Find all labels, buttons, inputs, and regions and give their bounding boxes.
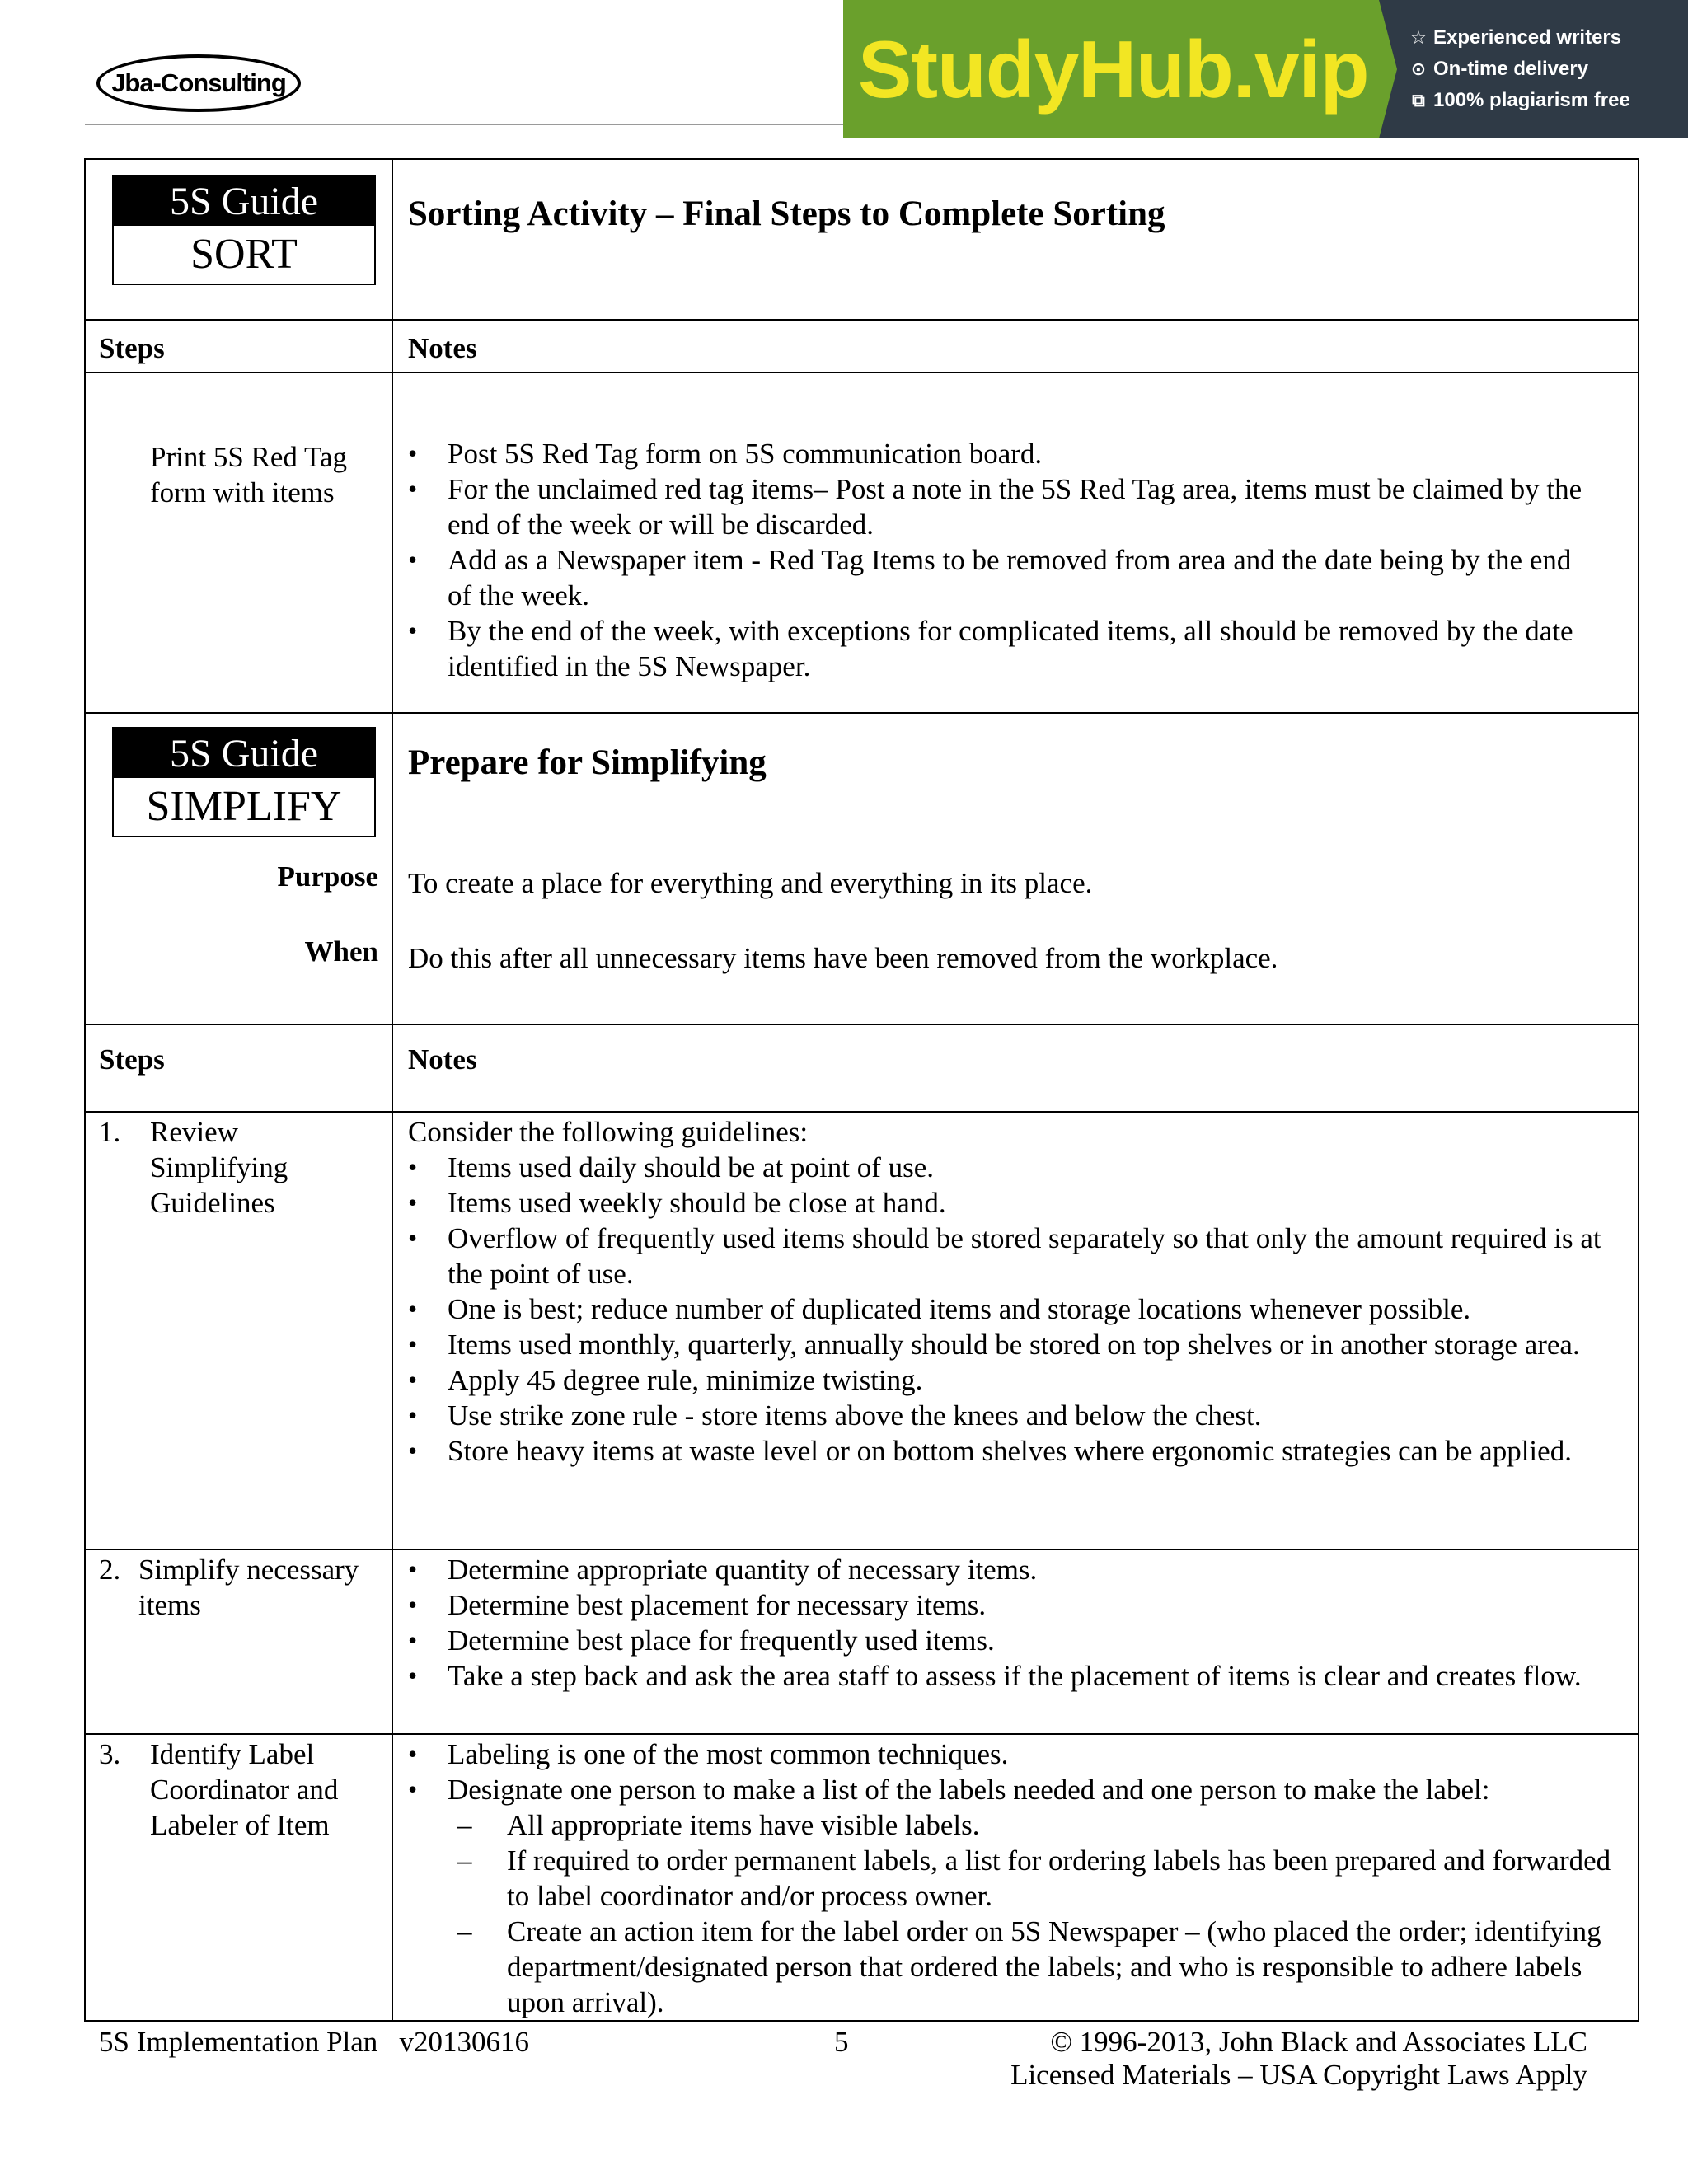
logo-text: Jba-Consulting bbox=[111, 68, 286, 97]
steps-header: Steps bbox=[99, 332, 165, 364]
purpose-label: Purpose bbox=[277, 860, 378, 893]
sort-step-row bbox=[85, 373, 1639, 713]
list-item: • Store heavy items at waste level or on bottom shelves where ergonomic strategies can be applied. bbox=[408, 1433, 1625, 1469]
step-number: 2. bbox=[99, 1554, 121, 1586]
simplify-guide-box bbox=[112, 727, 376, 837]
list-item: – All appropriate items have visible labels. bbox=[408, 1807, 1625, 1843]
list-item: • One is best; reduce number of duplicated items and storage locations whenever possible. bbox=[408, 1291, 1625, 1327]
banner-brand: StudyHub.vip bbox=[843, 0, 1379, 138]
guide-label: 5S Guide bbox=[114, 176, 374, 226]
implementation-table bbox=[84, 158, 1639, 2022]
copy-check-icon: ⧉ bbox=[1412, 90, 1425, 110]
notes-intro: Consider the following guidelines: bbox=[408, 1116, 809, 1148]
simplify-step-1-row bbox=[85, 1112, 1639, 1549]
step-number: 3. bbox=[99, 1738, 121, 1770]
list-item: • Designate one person to make a list of the labels needed and one person to make the label: bbox=[408, 1772, 1625, 1807]
list-item: • Use strike zone rule - store items above the knees and below the chest. bbox=[408, 1398, 1625, 1433]
step-title: Identify Label Coordinator and Labeler of Item bbox=[150, 1738, 339, 1841]
sort-guide-cell bbox=[85, 159, 392, 320]
list-item: • Labeling is one of the most common techniques. bbox=[408, 1736, 1625, 1772]
banner-feature-delivery: ⊙ On-time delivery bbox=[1409, 58, 1688, 81]
guidelines-list bbox=[408, 1150, 1625, 1469]
step-label bbox=[86, 1550, 392, 1623]
list-item: – If required to order permanent labels, a list for ordering labels has been prepared and forwarded to label coordinator and/or process owner. bbox=[408, 1843, 1625, 1914]
steps-header: Steps bbox=[99, 1043, 165, 1076]
footer-doc-version: 5S Implementation Plan v20130616 bbox=[99, 2026, 530, 2058]
step-title: Review Simplifying Guidelines bbox=[150, 1116, 288, 1219]
guide-stage: SORT bbox=[114, 226, 374, 284]
list-item: • Apply 45 degree rule, minimize twisting. bbox=[408, 1362, 1625, 1398]
step-label bbox=[86, 1735, 392, 1843]
step-notes bbox=[393, 1550, 1638, 1694]
banner-feature-plagiarism: ⧉ 100% plagiarism free bbox=[1409, 89, 1688, 112]
list-item: • For the unclaimed red tag items– Post a note in the 5S Red Tag area, items must be claimed by the end of the week or will be discarded. bbox=[408, 471, 1597, 542]
list-item: • Determine appropriate quantity of necessary items. bbox=[408, 1552, 1625, 1587]
list-item: • By the end of the week, with exceptions for complicated items, all should be removed by the date identified in the 5S Newspaper. bbox=[408, 613, 1597, 684]
copyright-line: © 1996-2013, John Black and Associates LLC bbox=[1050, 2026, 1587, 2058]
page-number: 5 bbox=[834, 2026, 849, 2058]
section-title: Prepare for Simplifying bbox=[408, 743, 767, 782]
guide-stage: SIMPLIFY bbox=[114, 778, 374, 836]
notes-header: Notes bbox=[408, 1043, 477, 1076]
sort-guide-box bbox=[112, 175, 376, 285]
simplify-header-row bbox=[85, 713, 1639, 1024]
simplify-step-2-row bbox=[85, 1549, 1639, 1734]
step-notes bbox=[393, 1113, 1638, 1469]
purpose-text: To create a place for everything and everything in its place. bbox=[408, 867, 1093, 899]
notes-header: Notes bbox=[408, 332, 477, 364]
list-item: • Items used monthly, quarterly, annually should be stored on top shelves or in another storage area. bbox=[408, 1327, 1625, 1362]
list-item: • Add as a Newspaper item - Red Tag Items to be removed from area and the date being by the end of the week. bbox=[408, 542, 1597, 613]
footer-copyright bbox=[1010, 2026, 1587, 2092]
sort-columns-row bbox=[85, 320, 1639, 373]
when-text: Do this after all unnecessary items have been removed from the workplace. bbox=[408, 942, 1278, 974]
sort-header-row bbox=[85, 159, 1639, 320]
sort-title-cell bbox=[392, 159, 1639, 320]
clock-icon: ⊙ bbox=[1410, 59, 1427, 79]
list-item: • Post 5S Red Tag form on 5S communication board. bbox=[408, 436, 1597, 471]
list-item: • Take a step back and ask the area staff to assess if the placement of items is clear and creates flow. bbox=[408, 1658, 1625, 1694]
banner-feature-writers: ☆ Experienced writers bbox=[1409, 26, 1688, 49]
list-item: – Create an action item for the label order on 5S Newspaper – (who placed the order; identifying department/designated person that ordered the labels; and who is responsible to adhere labels upon arrival). bbox=[408, 1914, 1625, 2020]
list-item: • Determine best place for frequently used items. bbox=[408, 1623, 1625, 1658]
step-title: Simplify necessary items bbox=[138, 1554, 359, 1621]
license-line: Licensed Materials – USA Copyright Laws Apply bbox=[1010, 2059, 1587, 2091]
banner-features bbox=[1397, 0, 1688, 138]
star-icon: ☆ bbox=[1410, 27, 1427, 48]
guide-label: 5S Guide bbox=[114, 729, 374, 778]
step-label: Print 5S Red Tag form with items bbox=[150, 441, 348, 509]
list-item: • Determine best placement for necessary items. bbox=[408, 1587, 1625, 1623]
step-notes bbox=[393, 1735, 1638, 2020]
simplify-step-3-row bbox=[85, 1734, 1639, 2021]
simplify-guide-cell bbox=[85, 713, 392, 1024]
company-logo bbox=[96, 54, 301, 112]
sort-notes-list bbox=[393, 373, 1638, 684]
labeling-list bbox=[408, 1736, 1625, 1807]
labeling-subtasks bbox=[408, 1807, 1625, 2020]
simplify-columns-row bbox=[85, 1024, 1639, 1112]
step-number: 1. bbox=[99, 1116, 121, 1148]
list-item: • Items used daily should be at point of use. bbox=[408, 1150, 1625, 1185]
simplify-title-cell bbox=[392, 713, 1639, 1024]
when-label: When bbox=[304, 935, 378, 968]
list-item: • Items used weekly should be close at hand. bbox=[408, 1185, 1625, 1221]
list-item: • Overflow of frequently used items should be stored separately so that only the amount required is at the point of use. bbox=[408, 1221, 1625, 1291]
step-label bbox=[86, 1113, 392, 1221]
banner-notch bbox=[1379, 0, 1397, 138]
header-divider bbox=[85, 124, 843, 125]
section-title: Sorting Activity – Final Steps to Complete Sorting bbox=[408, 194, 1165, 233]
studyhub-banner[interactable] bbox=[843, 0, 1688, 138]
